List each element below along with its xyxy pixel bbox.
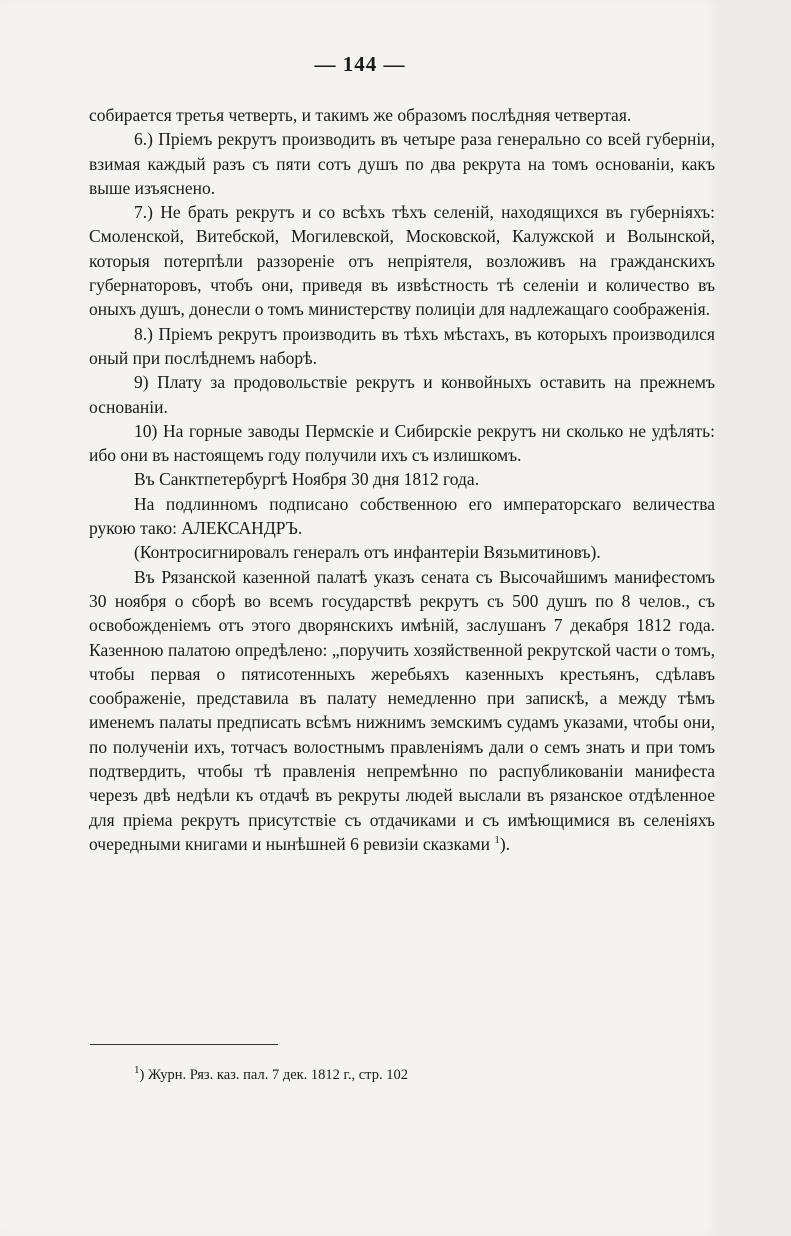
paragraph-4: 8.) Пріемъ рекрутъ производить въ тѣхъ мѣстахъ, въ которыхъ производился оный при послѣднемъ наборѣ. xyxy=(89,323,715,368)
paragraph-2: 6.) Пріемъ рекрутъ производить въ четыре раза генерально со всей губерніи, взимая каждый разъ съ пяти сотъ душъ по два рекрута на томъ основаніи, какъ выше изъяснено. xyxy=(89,129,715,198)
paragraph-6: 10) На горные заводы Пермскіе и Сибирскіе рекрутъ ни сколько не удѣлять: ибо они въ настоящемъ году получили ихъ съ излишкомъ. xyxy=(89,420,715,466)
paragraph-10-text: Въ Рязанской казенной палатѣ указъ сената съ Высочайшимъ манифестомъ 30 ноября о сборѣ во всемъ государствѣ рекрутъ съ 500 душъ по 8 челов., съ освобожденіемъ отъ этого дворянскихъ имѣній, заслушанъ 7 декабря 1812 года. Казенною палатою опредѣлено: „поручить хозяйственной рекрутской части о томъ, чтобы первая о пятисотенныхъ жеребьяхъ казенныхъ крестьянъ, сдѣлавъ соображеніе, представила въ палату немедленно при запискѣ, а между тѣмъ именемъ палаты предписать всѣмъ нижнимъ земскимъ судамъ указами, чтобы они, по полученіи ихъ, тотчасъ волостнымъ правленіямъ дали о семъ знать и при томъ подтвердить, чтобы тѣ правленія непремѣнно по распубликованіи манифеста черезъ двѣ недѣли къ отдачѣ въ рекруты людей выслали въ рязанское отдѣленное для пріема рекрутъ присутствіе съ отдачиками и съ имѣющимися въ селеніяхъ очередными книгами и нынѣшней 6 ревизіи сказками xyxy=(89,566,715,854)
footnote xyxy=(134,1066,408,1084)
page-number: — 144 — xyxy=(314,52,406,76)
paragraph-10 xyxy=(89,565,715,857)
paragraph-10-end: ). xyxy=(499,833,511,854)
page-margin xyxy=(720,0,791,1236)
paragraph-3: 7.) Не брать рекрутъ и со всѣхъ тѣхъ селеній, находящихся въ губерніяхъ: Смоленской, Витебской, Могилевской, Московской, Калужской и Волынской, которыя потерпѣли раззореніе отъ непріятеля, возложивъ на гражданскихъ губернаторовъ, чтобъ они, приведя въ извѣстность тѣ селеніи и количество въ оныхъ душъ, донесли о томъ министерству полиціи для надлежащаго соображенія. xyxy=(89,202,715,320)
paragraph-5: 9) Плату за продовольствіе рекрутъ и конвойныхъ оставить на прежнемъ основаніи. xyxy=(89,372,715,417)
paragraph-7: Въ Санктпетербургѣ Ноября 30 дня 1812 года. xyxy=(134,469,480,490)
paragraph-9: (Контросигнировалъ генералъ отъ инфантеріи Вязьмитиновъ). xyxy=(134,542,601,563)
paragraph-8: На подлинномъ подписано собственною его императорскаго величества рукою тако: АЛЕКСАНДРЪ. xyxy=(89,493,715,539)
paragraph-1: собирается третья четверть, и такимъ же образомъ послѣдняя четвертая. xyxy=(89,105,632,125)
footnote-marker: 1 xyxy=(134,1064,140,1077)
footnote-divider xyxy=(90,1044,278,1045)
footnote-text: ) Журн. Ряз. каз. пал. 7 дек. 1812 г., стр. 102 xyxy=(139,1067,408,1083)
body-text xyxy=(89,103,715,856)
footnote-reference: 1 xyxy=(494,834,500,847)
